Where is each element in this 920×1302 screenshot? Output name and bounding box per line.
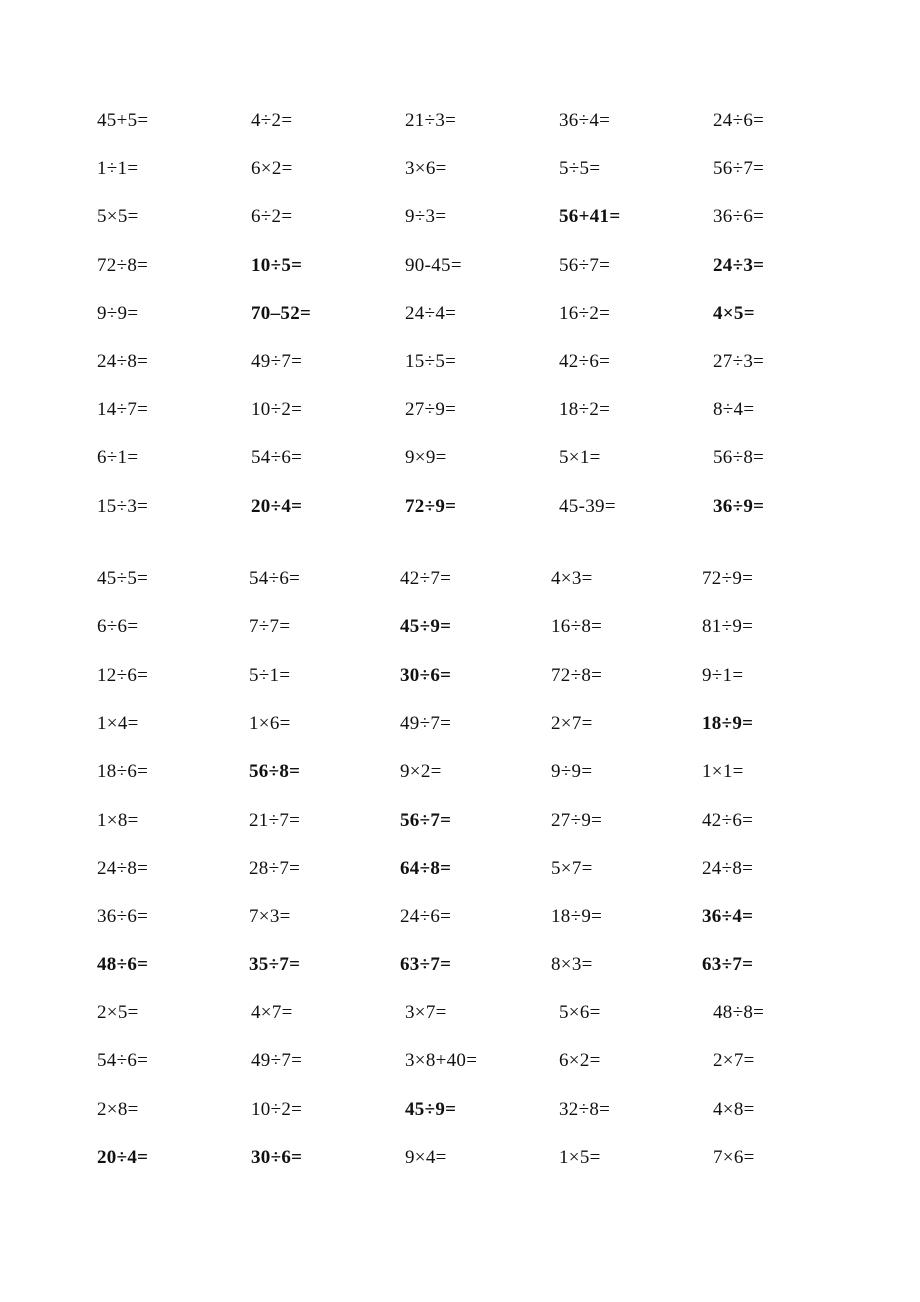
math-problem: 27÷9= [551,809,603,831]
math-problem: 36÷4= [559,110,611,131]
problem-row [0,806,920,836]
math-problem: 63÷7= [702,954,754,976]
math-problem: 56÷8= [249,761,301,783]
math-problem: 45+5= [97,110,149,131]
math-problem: 9×2= [400,761,442,783]
math-problem: 24÷8= [702,857,754,879]
math-problem: 48÷6= [97,954,149,976]
math-problem: 1×5= [559,1146,601,1168]
problem-row [0,757,920,787]
math-problem: 2×7= [551,712,593,734]
problem-row [0,1143,920,1173]
math-problem: 54÷6= [249,568,301,589]
math-problem: 1×8= [97,809,139,831]
math-problem: 5×6= [559,1002,601,1023]
problem-row [0,299,920,329]
math-problem: 18÷2= [559,399,611,421]
math-problem: 1÷1= [97,158,139,180]
problem-row [0,998,920,1028]
math-problem: 16÷2= [559,302,611,324]
math-problem: 90-45= [405,254,462,276]
problem-row [0,106,920,136]
math-problem: 3×6= [405,158,447,180]
math-problem: 6×2= [251,158,293,180]
math-problem: 30÷6= [251,1146,303,1168]
math-problem: 54÷6= [251,447,303,469]
math-problem: 27÷9= [405,399,457,421]
math-problem: 1×4= [97,712,139,734]
math-problem: 7×6= [713,1146,755,1168]
math-problem: 5÷1= [249,664,291,686]
math-problem: 21÷3= [405,110,457,131]
math-problem: 24÷4= [405,302,457,324]
math-problem: 45÷5= [97,568,149,589]
math-problem: 36÷6= [713,206,765,228]
math-problem: 72÷9= [405,495,457,517]
math-problem: 4×8= [713,1098,755,1120]
math-problem: 10÷2= [251,399,303,421]
math-problem: 49÷7= [251,351,303,372]
math-problem: 5×5= [97,206,139,228]
math-problem: 56÷7= [559,254,611,276]
math-problem: 49÷7= [251,1050,303,1072]
math-problem: 6÷1= [97,447,139,469]
math-problem: 56÷7= [400,809,452,831]
problem-row [0,154,920,184]
math-problem: 30÷6= [400,664,452,686]
math-problem: 18÷9= [702,712,754,734]
math-problem: 24÷6= [713,110,765,131]
math-problem: 16÷8= [551,616,603,638]
math-problem: 7÷7= [249,616,291,638]
problem-row [0,661,920,691]
problem-row [0,395,920,425]
math-problem: 21÷7= [249,809,301,831]
math-problem: 2×7= [713,1050,755,1072]
math-problem: 9÷9= [97,302,139,324]
math-problem: 18÷6= [97,761,149,783]
problem-row [0,347,920,377]
math-problem: 72÷9= [702,568,754,589]
math-problem: 5×1= [559,447,601,469]
math-problem: 3×8+40= [405,1050,478,1072]
problem-row [0,564,920,594]
math-problem: 24÷8= [97,351,149,372]
math-problem: 20÷4= [97,1146,149,1168]
math-problem: 24÷6= [400,906,452,928]
math-problem: 2×5= [97,1002,139,1023]
problem-row [0,251,920,281]
math-problem: 10÷2= [251,1098,303,1120]
math-problem: 12÷6= [97,664,149,686]
problem-row [0,492,920,522]
math-problem: 45-39= [559,495,616,517]
math-problem: 6÷6= [97,616,139,638]
math-problem: 42÷7= [400,568,452,589]
math-problem: 18÷9= [551,906,603,928]
problem-row [0,854,920,884]
math-problem: 10÷5= [251,254,303,276]
math-problem: 56+41= [559,206,621,228]
problem-row [0,709,920,739]
math-problem: 32÷8= [559,1098,611,1120]
math-problem: 20÷4= [251,495,303,517]
math-problem: 56÷8= [713,447,765,469]
math-problem: 45÷9= [405,1098,457,1120]
math-problem: 24÷8= [97,857,149,879]
math-problem: 70–52= [251,302,312,324]
math-problem: 4×5= [713,302,755,324]
problem-row [0,443,920,473]
math-problem: 35÷7= [249,954,301,976]
math-problem: 9×9= [405,447,447,469]
math-problem: 2×8= [97,1098,139,1120]
math-problem: 15÷5= [405,351,457,372]
math-problem: 4×3= [551,568,593,589]
math-problem: 9÷1= [702,664,744,686]
problem-row [0,1046,920,1076]
math-problem: 9÷3= [405,206,447,228]
math-problem: 6×2= [559,1050,601,1072]
problem-row [0,950,920,980]
math-problem: 72÷8= [97,254,149,276]
math-problem: 56÷7= [713,158,765,180]
math-problem: 36÷9= [713,495,765,517]
math-problem: 4÷2= [251,110,293,131]
math-problem: 45÷9= [400,616,452,638]
math-problem: 4×7= [251,1002,293,1023]
math-problem: 36÷6= [97,906,149,928]
math-problem: 8÷4= [713,399,755,421]
problem-row [0,202,920,232]
math-problem: 36÷4= [702,906,754,928]
math-problem: 8×3= [551,954,593,976]
math-problem: 1×6= [249,712,291,734]
math-problem: 14÷7= [97,399,149,421]
problem-row [0,612,920,642]
math-problem: 49÷7= [400,712,452,734]
math-problem: 63÷7= [400,954,452,976]
math-problem: 3×7= [405,1002,447,1023]
math-problem: 7×3= [249,906,291,928]
problem-row [0,1095,920,1125]
math-problem: 27÷3= [713,351,765,372]
math-problem: 28÷7= [249,857,301,879]
math-problem: 81÷9= [702,616,754,638]
math-problem: 42÷6= [702,809,754,831]
math-problem: 5×7= [551,857,593,879]
math-problem: 5÷5= [559,158,601,180]
math-problem: 64÷8= [400,857,452,879]
math-problem: 9×4= [405,1146,447,1168]
math-problem: 72÷8= [551,664,603,686]
math-problem: 6÷2= [251,206,293,228]
problem-row [0,902,920,932]
math-problem: 24÷3= [713,254,765,276]
math-problem: 42÷6= [559,351,611,372]
math-problem: 9÷9= [551,761,593,783]
math-problem: 15÷3= [97,495,149,517]
math-problem: 48÷8= [713,1002,765,1023]
math-problem: 1×1= [702,761,744,783]
math-problem: 54÷6= [97,1050,149,1072]
